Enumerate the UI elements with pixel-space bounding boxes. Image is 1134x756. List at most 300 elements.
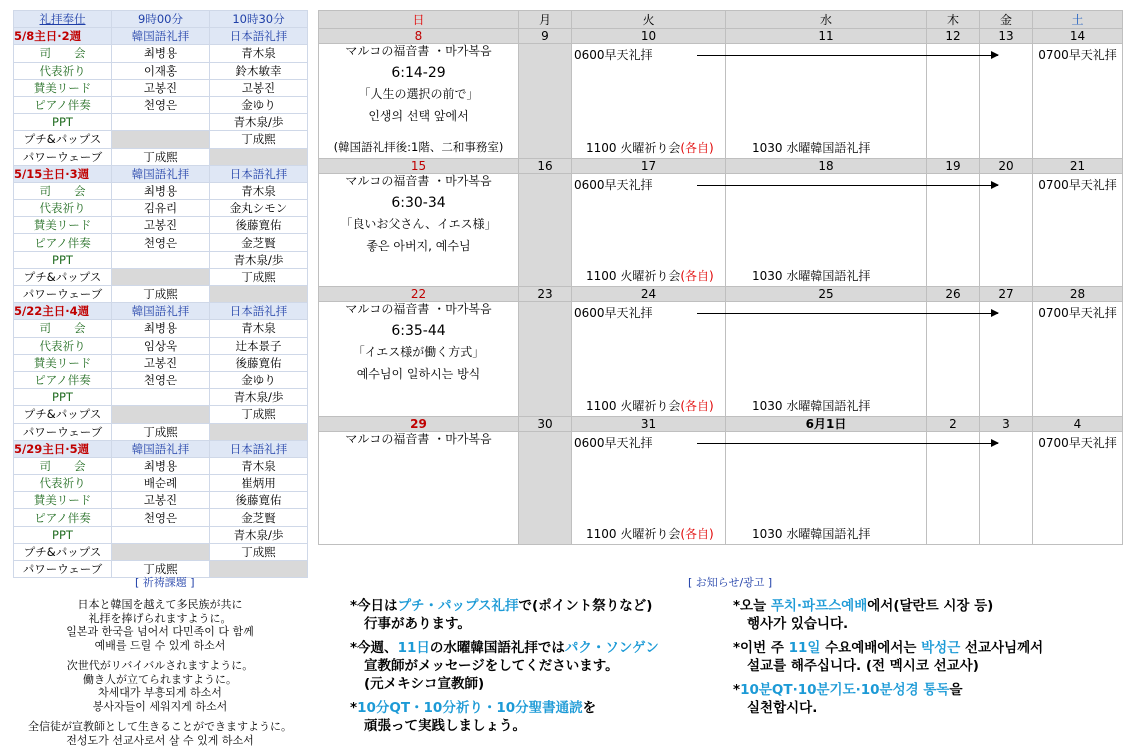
notice-text: 10분QT·10분기도·10분성경 통독 (740, 682, 950, 698)
roster-korean-person: 고봉진 (112, 217, 210, 234)
roster-week-row (14, 303, 308, 320)
weekday-header: 土 (1033, 11, 1123, 29)
date-number: 21 (1033, 159, 1123, 174)
week-body-row (319, 44, 1123, 159)
roster-role: パワーウェーブ (14, 561, 112, 578)
roster-japanese-person: 青木泉/歩 (210, 114, 308, 131)
roster-role: プチ&パップス (14, 406, 112, 423)
service-roster-table (13, 10, 308, 578)
date-number: 9 (519, 29, 572, 44)
roster-role: 代表祈り (14, 475, 112, 492)
tuesday-cell (572, 174, 726, 287)
roster-korean-person: 천영은 (112, 371, 210, 388)
tuesday-cell (572, 432, 726, 545)
roster-japanese-person: 鈴木敏幸 (210, 62, 308, 79)
monthly-calendar (318, 10, 1123, 545)
monday-cell (519, 302, 572, 417)
notice-line: 실천합시다. (747, 700, 818, 716)
date-number: 18 (726, 159, 927, 174)
monday-cell (519, 432, 572, 545)
roster-japanese-person: 青木泉 (210, 457, 308, 474)
roster-row (14, 251, 308, 268)
date-number: 15 (319, 159, 519, 174)
roster-row (14, 217, 308, 234)
roster-row (14, 286, 308, 303)
roster-japanese-person (210, 561, 308, 578)
roster-korean-person: 김유리 (112, 200, 210, 217)
early-prayer-saturday: 0700早天礼拝 (1038, 48, 1117, 62)
roster-row (14, 96, 308, 113)
prayer-requests (13, 598, 307, 754)
roster-role: 代表祈り (14, 337, 112, 354)
date-number: 28 (1033, 287, 1123, 302)
sermon-line: 「良いお父さん、イエス様」 (340, 217, 497, 231)
date-number: 11 (726, 29, 927, 44)
roster-row (14, 457, 308, 474)
roster-row (14, 182, 308, 199)
roster-japanese-person: 丁成熙 (210, 406, 308, 423)
early-prayer-saturday: 0700早天礼拝 (1038, 436, 1117, 450)
roster-korean-person (112, 389, 210, 406)
roster-korean-person: 고봉진 (112, 354, 210, 371)
notice-item (733, 639, 1123, 675)
date-number: 12 (927, 29, 980, 44)
notice-text: * (350, 700, 358, 716)
roster-week-korean-service: 韓国語礼拝 (112, 303, 210, 320)
date-row (319, 159, 1123, 174)
date-row (319, 29, 1123, 44)
roster-korean-person: 丁成熙 (112, 423, 210, 440)
notice-text: 11日 (397, 640, 430, 656)
notice-line: 頑張って実践しましょう。 (364, 718, 526, 734)
saturday-cell (1033, 174, 1123, 287)
roster-role: ピアノ伴奏 (14, 234, 112, 251)
roster-korean-person: 丁成熙 (112, 561, 210, 578)
date-number: 27 (980, 287, 1033, 302)
date-number: 22 (319, 287, 519, 302)
roster-korean-person: 고봉진 (112, 79, 210, 96)
tuesday-prayer-label: 1100 火曜祈り会 (586, 269, 681, 283)
roster-role: PPT (14, 389, 112, 406)
weekday-header: 日 (319, 11, 519, 29)
early-prayer-tuesday: 0600早天礼拝 (574, 178, 653, 192)
roster-korean-person (112, 406, 210, 423)
roster-japanese-person: 青木泉 (210, 45, 308, 62)
prayer-item (13, 720, 307, 747)
notice-line: 行事があります。 (364, 616, 471, 632)
roster-role: プチ&パップス (14, 268, 112, 285)
early-prayer-saturday: 0700早天礼拝 (1038, 306, 1117, 320)
notice-text: パク・ソンゲン (564, 640, 659, 656)
date-number: 13 (980, 29, 1033, 44)
date-number: 24 (572, 287, 726, 302)
notices-korean (733, 597, 1123, 723)
date-number: 31 (572, 417, 726, 432)
date-row (319, 287, 1123, 302)
wednesday-cell (726, 174, 927, 287)
notice-line: 행사가 있습니다. (747, 616, 849, 632)
roster-role: プチ&パップス (14, 131, 112, 148)
tuesday-cell (572, 44, 726, 159)
notice-text: 10分QT・10分祈り・10分聖書通読 (357, 700, 583, 716)
date-number: 30 (519, 417, 572, 432)
notice-line: 宣教師がメッセージをしてくださいます。 (364, 658, 619, 674)
tuesday-prayer-note: (各自) (680, 269, 714, 283)
weekday-header: 水 (726, 11, 927, 29)
notice-text: * (733, 682, 741, 698)
notices-section-title: [ お知らせ/광고 ] (688, 576, 773, 589)
notice-line (350, 597, 720, 615)
thursday-cell (927, 302, 980, 417)
date-number: 2 (927, 417, 980, 432)
wednesday-korean-service: 1030 水曜韓国語礼拝 (752, 527, 871, 541)
friday-cell (980, 432, 1033, 545)
roster-japanese-person: 金芝賢 (210, 509, 308, 526)
roster-korean-person (112, 526, 210, 543)
roster-japanese-person: 고봉진 (210, 79, 308, 96)
monday-cell (519, 44, 572, 159)
roster-role: 賛美リード (14, 354, 112, 371)
roster-row (14, 406, 308, 423)
notice-text: *今週、 (350, 640, 398, 656)
sermon-info (319, 174, 518, 254)
sunday-sermon-cell (319, 302, 519, 417)
roster-week-korean-service: 韓国語礼拝 (112, 165, 210, 182)
tuesday-prayer-note: (各自) (680, 527, 714, 541)
notice-item (350, 639, 720, 693)
prayer-section-title: [ 祈祷課題 ] (135, 576, 195, 589)
date-number: 17 (572, 159, 726, 174)
roster-role: パワーウェーブ (14, 148, 112, 165)
notice-item (733, 597, 1123, 633)
roster-week-japanese-service: 日本語礼拝 (210, 303, 308, 320)
roster-korean-person: 천영은 (112, 509, 210, 526)
roster-japanese-person: 青木泉 (210, 182, 308, 199)
notice-text: *今日は (350, 598, 398, 614)
prayer-line: 日本と韓国を越えて多民族が共に (77, 598, 243, 611)
roster-week-title: 5/29主日·5週 (14, 440, 112, 457)
saturday-cell (1033, 302, 1123, 417)
roster-week-title: 5/22主日·4週 (14, 303, 112, 320)
roster-role: 司 会 (14, 320, 112, 337)
notice-line (350, 699, 720, 717)
wednesday-korean-service: 1030 水曜韓国語礼拝 (752, 269, 871, 283)
early-prayer-tuesday: 0600早天礼拝 (574, 436, 653, 450)
notice-text: *이번 주 (733, 640, 789, 656)
roster-role: パワーウェーブ (14, 286, 112, 303)
tuesday-prayer-label: 1100 火曜祈り会 (586, 399, 681, 413)
notice-text: を (582, 700, 597, 716)
prayer-line: 次世代がリバイバルされますように。 (66, 659, 254, 672)
friday-cell (980, 302, 1033, 417)
wednesday-cell (726, 44, 927, 159)
roster-japanese-person: 金丸シモン (210, 200, 308, 217)
notice-line (733, 681, 1123, 699)
date-row (319, 417, 1123, 432)
sermon-line: マルコの福音書 ・마가복음 (345, 432, 492, 446)
roster-role: PPT (14, 251, 112, 268)
sermon-line: 예수님이 일하시는 방식 (356, 367, 481, 381)
roster-korean-person: 천영은 (112, 96, 210, 113)
roster-role: 賛美リード (14, 79, 112, 96)
sunday-sermon-cell (319, 174, 519, 287)
roster-japanese-person: 後藤寛佑 (210, 217, 308, 234)
roster-row (14, 475, 308, 492)
roster-row (14, 79, 308, 96)
sermon-line: 「人生の選択の前で」 (358, 87, 479, 101)
date-number: 26 (927, 287, 980, 302)
monday-cell (519, 174, 572, 287)
sunday-sermon-cell (319, 432, 519, 545)
tuesday-cell (572, 302, 726, 417)
notice-item (350, 597, 720, 633)
date-number: 20 (980, 159, 1033, 174)
roster-japanese-person: 青木泉 (210, 320, 308, 337)
early-prayer-tuesday: 0600早天礼拝 (574, 48, 653, 62)
notice-text: 에서(달란트 시장 등) (867, 598, 994, 614)
tuesday-prayer-meeting (586, 525, 714, 542)
prayer-line: 全信徒が宣教師として生きることができますように。 (28, 720, 292, 733)
roster-role: 司 会 (14, 45, 112, 62)
roster-korean-person: 丁成熙 (112, 148, 210, 165)
notice-text: *오늘 (733, 598, 771, 614)
roster-row (14, 389, 308, 406)
notice-line (733, 597, 1123, 615)
week-body-row (319, 174, 1123, 287)
date-number: 25 (726, 287, 927, 302)
roster-row (14, 114, 308, 131)
prayer-line: 예배를 드릴 수 있게 하소서 (94, 638, 226, 652)
roster-japanese-person (210, 148, 308, 165)
roster-week-japanese-service: 日本語礼拝 (210, 28, 308, 45)
date-number: 10 (572, 29, 726, 44)
roster-korean-person: 최병용 (112, 457, 210, 474)
roster-role: ピアノ伴奏 (14, 509, 112, 526)
week-body-row (319, 432, 1123, 545)
roster-korean-person: 최병용 (112, 45, 210, 62)
roster-role: PPT (14, 114, 112, 131)
weekday-header: 火 (572, 11, 726, 29)
date-number: 3 (980, 417, 1033, 432)
saturday-cell (1033, 44, 1123, 159)
wednesday-korean-service: 1030 水曜韓国語礼拝 (752, 399, 871, 413)
notice-text: 푸치·파프스예배 (770, 598, 868, 614)
roster-header-cell: 10時30分 (210, 11, 308, 28)
roster-week-title: 5/8主日·2週 (14, 28, 112, 45)
roster-role: 代表祈り (14, 200, 112, 217)
roster-role: ピアノ伴奏 (14, 371, 112, 388)
sermon-line: 6:30-34 (391, 195, 446, 211)
tuesday-prayer-label: 1100 火曜祈り会 (586, 141, 681, 155)
roster-row (14, 45, 308, 62)
roster-japanese-person: 崔炳用 (210, 475, 308, 492)
notice-line: 설교를 해주십니다. (전 멕시코 선교사) (747, 658, 979, 674)
thursday-cell (927, 432, 980, 545)
roster-korean-person: 이재홍 (112, 62, 210, 79)
sermon-line: マルコの福音書 ・마가복음 (345, 174, 492, 188)
prayer-line: 働き人が立てられますように。 (83, 672, 237, 686)
sermon-line (319, 124, 518, 140)
roster-korean-person: 고봉진 (112, 492, 210, 509)
prayer-line: 봉사자들이 세워지게 하소서 (92, 699, 228, 713)
sermon-info (319, 302, 518, 382)
roster-korean-person (112, 131, 210, 148)
date-number: 29 (319, 417, 519, 432)
wednesday-korean-service: 1030 水曜韓国語礼拝 (752, 141, 871, 155)
roster-japanese-person: 金ゆり (210, 371, 308, 388)
roster-row (14, 509, 308, 526)
roster-role: ピアノ伴奏 (14, 96, 112, 113)
prayer-item (13, 598, 307, 652)
roster-role: 代表祈り (14, 62, 112, 79)
roster-japanese-person: 後藤寛佑 (210, 354, 308, 371)
week-body-row (319, 302, 1123, 417)
notice-line: (元メキシコ宣教師) (364, 676, 485, 692)
roster-japanese-person: 丁成熙 (210, 131, 308, 148)
notices-japanese (350, 597, 720, 741)
roster-japanese-person: 青木泉/歩 (210, 526, 308, 543)
roster-row (14, 423, 308, 440)
roster-role: 司 会 (14, 182, 112, 199)
roster-role: 賛美リード (14, 492, 112, 509)
wednesday-cell (726, 432, 927, 545)
roster-week-japanese-service: 日本語礼拝 (210, 440, 308, 457)
roster-header-row (14, 11, 308, 28)
thursday-cell (927, 174, 980, 287)
roster-row (14, 200, 308, 217)
saturday-cell (1033, 432, 1123, 545)
date-number: 23 (519, 287, 572, 302)
roster-role: 賛美リード (14, 217, 112, 234)
date-number: 16 (519, 159, 572, 174)
roster-japanese-person: 丁成熙 (210, 543, 308, 560)
sermon-line: 인생의 선택 앞에서 (368, 109, 469, 123)
tuesday-prayer-note: (各自) (680, 399, 714, 413)
roster-korean-person (112, 114, 210, 131)
roster-korean-person: 임상욱 (112, 337, 210, 354)
roster-row (14, 320, 308, 337)
roster-korean-person (112, 251, 210, 268)
friday-cell (980, 174, 1033, 287)
weekday-header: 月 (519, 11, 572, 29)
roster-japanese-person: 辻本景子 (210, 337, 308, 354)
sunday-sermon-cell (319, 44, 519, 159)
roster-role: 司 会 (14, 457, 112, 474)
prayer-line: 礼拝を捧げられますように。 (88, 611, 232, 625)
notice-text: で(ポイント祭りなど) (518, 598, 653, 614)
date-number: 4 (1033, 417, 1123, 432)
sermon-line: マルコの福音書 ・마가복음 (345, 44, 492, 58)
date-number: 19 (927, 159, 980, 174)
roster-korean-person (112, 268, 210, 285)
thursday-cell (927, 44, 980, 159)
notice-line (733, 639, 1123, 657)
roster-row (14, 131, 308, 148)
roster-row (14, 62, 308, 79)
sermon-line: 좋은 아버지, 예수님 (366, 239, 471, 253)
date-number: 6月1日 (726, 417, 927, 432)
roster-week-korean-service: 韓国語礼拝 (112, 28, 210, 45)
roster-header-cell: 9時00分 (112, 11, 210, 28)
sermon-line: 6:35-44 (391, 323, 446, 339)
notice-text: 11일 (788, 640, 821, 656)
roster-japanese-person: 青木泉/歩 (210, 389, 308, 406)
date-number: 14 (1033, 29, 1123, 44)
roster-japanese-person: 青木泉/歩 (210, 251, 308, 268)
prayer-line: 일본과 한국을 넘어서 다민족이 다 함께 (66, 625, 254, 638)
notice-text: 수요예배에서는 (820, 640, 922, 656)
notice-text: の水曜韓国語礼拝では (429, 640, 565, 656)
roster-korean-person: 丁成熙 (112, 286, 210, 303)
tuesday-prayer-note: (各自) (680, 141, 714, 155)
roster-row (14, 492, 308, 509)
tuesday-prayer-label: 1100 火曜祈り会 (586, 527, 681, 541)
early-prayer-saturday: 0700早天礼拝 (1038, 178, 1117, 192)
early-prayer-tuesday: 0600早天礼拝 (574, 306, 653, 320)
date-number: 8 (319, 29, 519, 44)
notice-line (350, 639, 720, 657)
roster-row (14, 526, 308, 543)
roster-japanese-person (210, 286, 308, 303)
tuesday-prayer-meeting (586, 139, 714, 156)
notice-item (350, 699, 720, 735)
sermon-line: (韓国語礼拝後:1階、二和事務室) (333, 140, 504, 154)
prayer-line: 전성도가 선교사로서 살 수 있게 하소서 (66, 733, 254, 747)
roster-week-row (14, 440, 308, 457)
roster-korean-person: 최병용 (112, 320, 210, 337)
notice-text: プチ・パップス礼拝 (397, 598, 519, 614)
notice-text: 박성근 (921, 640, 961, 656)
roster-row (14, 543, 308, 560)
notice-text: 선교사님께서 (960, 640, 1044, 656)
roster-korean-person: 배순례 (112, 475, 210, 492)
roster-week-row (14, 28, 308, 45)
sermon-info (319, 432, 518, 447)
roster-japanese-person: 丁成熙 (210, 268, 308, 285)
sermon-line: 「イエス様が働く方式」 (352, 345, 485, 359)
roster-japanese-person: 後藤寛佑 (210, 492, 308, 509)
prayer-line: 차세대가 부흥되게 하소서 (98, 686, 222, 699)
roster-week-korean-service: 韓国語礼拝 (112, 440, 210, 457)
friday-cell (980, 44, 1033, 159)
wednesday-cell (726, 302, 927, 417)
sermon-line: 6:14-29 (391, 65, 446, 81)
roster-japanese-person: 金ゆり (210, 96, 308, 113)
roster-role: PPT (14, 526, 112, 543)
roster-row (14, 354, 308, 371)
roster-row (14, 234, 308, 251)
weekday-header: 木 (927, 11, 980, 29)
roster-korean-person: 최병용 (112, 182, 210, 199)
sermon-line: マルコの福音書 ・마가복음 (345, 302, 492, 316)
roster-japanese-person: 金芝賢 (210, 234, 308, 251)
roster-row (14, 371, 308, 388)
roster-week-row (14, 165, 308, 182)
sermon-info (319, 44, 518, 155)
roster-row (14, 268, 308, 285)
roster-korean-person (112, 543, 210, 560)
roster-week-title: 5/15主日·3週 (14, 165, 112, 182)
notice-text: 을 (949, 682, 963, 698)
roster-header-cell: 礼拝奉仕 (14, 11, 112, 28)
roster-role: プチ&パップス (14, 543, 112, 560)
roster-korean-person: 천영은 (112, 234, 210, 251)
roster-row (14, 337, 308, 354)
weekday-header-row (319, 11, 1123, 29)
roster-japanese-person (210, 423, 308, 440)
weekday-header: 金 (980, 11, 1033, 29)
roster-role: パワーウェーブ (14, 423, 112, 440)
